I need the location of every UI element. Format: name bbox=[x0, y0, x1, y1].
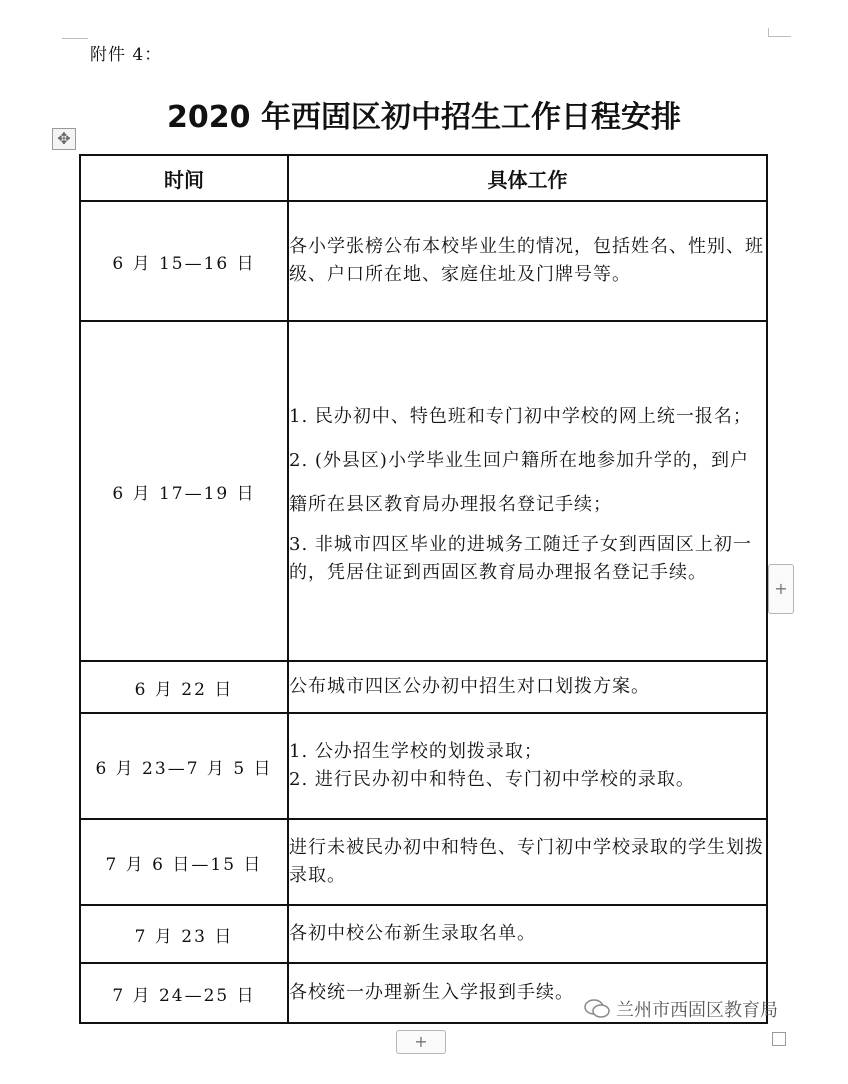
work-line: 2. (外县区)小学毕业生回户籍所在地参加升学的，到户籍所在县区教育局办理报名登记手续； bbox=[289, 450, 749, 515]
table-row bbox=[80, 201, 767, 321]
row-work bbox=[288, 819, 767, 905]
row-time: 7 月 6 日—15 日 bbox=[80, 819, 288, 905]
table-resize-handle[interactable] bbox=[772, 1032, 786, 1046]
table-row bbox=[80, 321, 767, 661]
row-time: 6 月 15—16 日 bbox=[80, 201, 288, 321]
row-time: 6 月 23—7 月 5 日 bbox=[80, 713, 288, 819]
row-work bbox=[288, 905, 767, 963]
attachment-label: 附件 4： bbox=[90, 45, 163, 65]
table-row bbox=[80, 713, 767, 819]
work-line: 各小学张榜公布本校毕业生的情况，包括姓名、性别、班级、户口所在地、家庭住址及门牌号等。 bbox=[289, 236, 764, 285]
table-header-row bbox=[80, 155, 767, 201]
row-work bbox=[288, 661, 767, 713]
work-line: 3. 非城市四区毕业的进城务工随迁子女到西固区上初一的，凭居住证到西固区教育局办理报名登记手续。 bbox=[289, 534, 752, 583]
watermark bbox=[584, 996, 778, 1022]
schedule-table bbox=[79, 154, 768, 1024]
work-line: 2. 进行民办初中和特色、专门初中学校的录取。 bbox=[289, 769, 695, 790]
work-line: 进行未被民办初中和特色、专门初中学校录取的学生划拨录取。 bbox=[289, 837, 764, 886]
page-title: 2020 年西固区初中招生工作日程安排 bbox=[167, 100, 681, 135]
plus-icon: + bbox=[414, 1032, 428, 1051]
header-time: 时间 bbox=[80, 155, 288, 201]
crop-mark-top-left bbox=[62, 30, 88, 39]
table-row bbox=[80, 819, 767, 905]
row-time: 6 月 22 日 bbox=[80, 661, 288, 713]
row-time: 7 月 24—25 日 bbox=[80, 963, 288, 1023]
row-work bbox=[288, 201, 767, 321]
row-work bbox=[288, 321, 767, 661]
work-line: 1. 民办初中、特色班和专门初中学校的网上统一报名； bbox=[289, 406, 752, 427]
row-time: 7 月 23 日 bbox=[80, 905, 288, 963]
watermark-text: 兰州市西固区教育局 bbox=[616, 1000, 778, 1021]
work-line: 各初中校公布新生录取名单。 bbox=[289, 923, 536, 944]
table-row bbox=[80, 661, 767, 713]
move-icon: ✥ bbox=[57, 129, 71, 148]
add-column-button[interactable] bbox=[768, 564, 794, 614]
table-row bbox=[80, 905, 767, 963]
row-time: 6 月 17—19 日 bbox=[80, 321, 288, 661]
crop-mark-top-right bbox=[768, 28, 791, 37]
work-line: 各校统一办理新生入学报到手续。 bbox=[289, 982, 574, 1003]
wechat-icon bbox=[584, 999, 610, 1019]
plus-icon: + bbox=[774, 579, 788, 598]
work-line: 公布城市四区公办初中招生对口划拨方案。 bbox=[289, 676, 650, 697]
work-line: 1. 公办招生学校的划拨录取； bbox=[289, 741, 543, 762]
add-row-button[interactable] bbox=[396, 1030, 446, 1054]
row-work bbox=[288, 713, 767, 819]
header-work: 具体工作 bbox=[288, 155, 767, 201]
table-move-handle[interactable] bbox=[52, 128, 76, 150]
